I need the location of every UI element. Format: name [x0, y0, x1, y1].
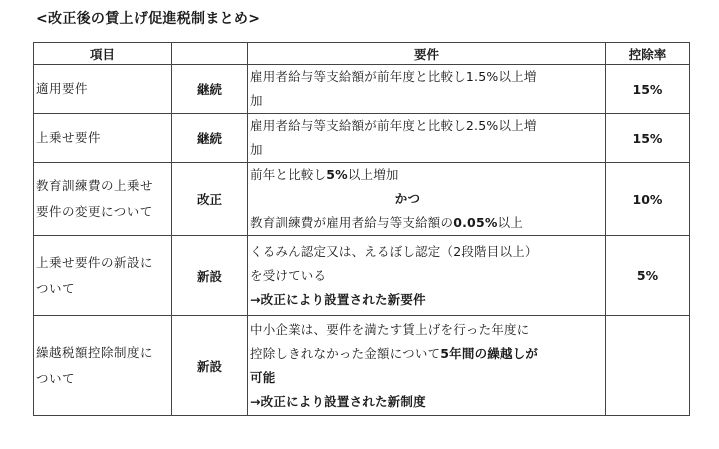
requirement-note: →改正により設置された新要件	[250, 291, 426, 307]
item-label: 教育訓練費の上乗せ	[36, 178, 154, 193]
item-label: 上乗せ要件の新設に	[36, 254, 154, 270]
requirement-cell	[248, 236, 606, 316]
type-cell: 改正	[172, 163, 248, 236]
table-header-row	[34, 43, 690, 65]
requirement-cell	[248, 114, 606, 163]
requirement-line: 雇用者給与等支給額が前年度と比較し1.5%以上増	[250, 69, 537, 84]
requirement-emphasis: 可能	[250, 369, 276, 385]
requirement-line: 雇用者給与等支給額が前年度と比較し2.5%以上増	[250, 118, 537, 133]
requirement-text: 教育訓練費が雇用者給与等支給額の	[250, 215, 454, 230]
requirement-text: 以上	[497, 215, 523, 230]
table-row	[34, 65, 690, 114]
item-label: 上乗せ要件	[36, 130, 102, 145]
table-row	[34, 236, 690, 316]
requirement-emphasis: 0.05%	[453, 215, 498, 230]
item-cell	[34, 163, 172, 236]
requirement-text: 以上増加	[347, 167, 399, 182]
table-row	[34, 316, 690, 416]
item-cell	[34, 316, 172, 416]
requirement-line	[250, 342, 605, 366]
item-label: ついて	[36, 370, 76, 386]
requirement-cell	[248, 316, 606, 416]
page-title: <改正後の賃上げ促進税制まとめ>	[36, 11, 261, 27]
summary-table	[33, 42, 690, 416]
header-item: 項目	[34, 43, 172, 65]
requirement-line: 中小企業は、要件を満たす賃上げを行った年度に	[250, 321, 530, 337]
requirement-line: くるみん認定又は、えるぼし認定（2段階目以上）	[250, 243, 538, 259]
item-label: ついて	[36, 280, 76, 296]
requirement-emphasis: 5%	[326, 167, 348, 182]
table-row	[34, 114, 690, 163]
type-cell: 新設	[172, 236, 248, 316]
requirement-line	[250, 211, 605, 235]
requirement-note: →改正により設置された新制度	[250, 393, 426, 409]
item-label: 適用要件	[36, 81, 89, 96]
requirement-line	[250, 163, 605, 187]
requirement-line: を受けている	[250, 267, 327, 283]
rate-cell	[606, 316, 690, 416]
rate-cell: 10%	[606, 163, 690, 236]
item-label: 要件の変更について	[36, 204, 153, 219]
type-cell: 新設	[172, 316, 248, 416]
requirement-cell	[248, 163, 606, 236]
requirement-conjunction: かつ	[394, 191, 421, 206]
rate-cell: 5%	[606, 236, 690, 316]
requirement-line: 加	[250, 142, 263, 157]
type-cell: 継続	[172, 114, 248, 163]
rate-cell: 15%	[606, 65, 690, 114]
item-label: 繰越税額控除制度に	[36, 344, 154, 360]
table-row	[34, 163, 690, 236]
item-cell	[34, 65, 172, 114]
rate-cell: 15%	[606, 114, 690, 163]
requirement-emphasis: 5年間の繰越しが	[440, 345, 539, 361]
requirement-text: 控除しきれなかった金額について	[250, 345, 441, 361]
header-type	[172, 43, 248, 65]
type-cell: 継続	[172, 65, 248, 114]
item-cell	[34, 236, 172, 316]
item-cell	[34, 114, 172, 163]
header-requirement: 要件	[248, 43, 606, 65]
requirement-line: 加	[250, 93, 263, 108]
requirement-text: 前年と比較し	[250, 167, 327, 182]
header-rate: 控除率	[606, 43, 690, 65]
requirement-cell	[248, 65, 606, 114]
